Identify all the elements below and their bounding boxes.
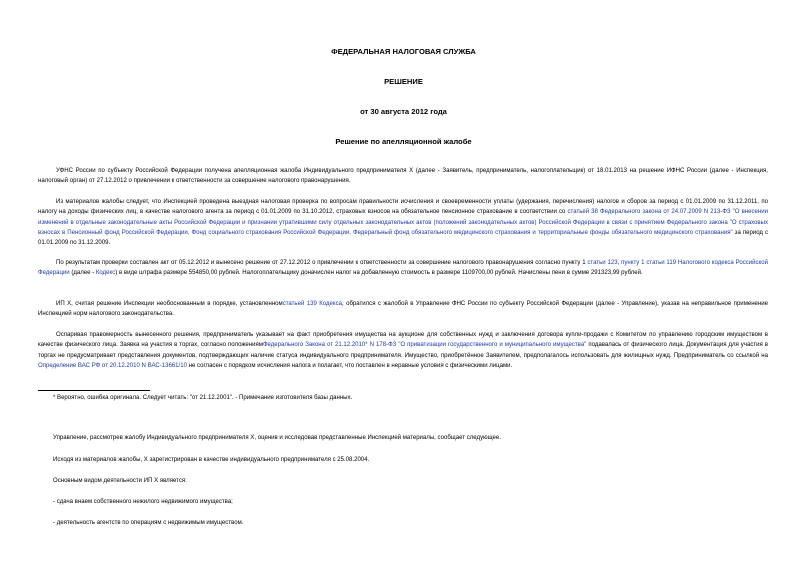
agency-title: ФЕДЕРАЛЬНАЯ НАЛОГОВАЯ СЛУЖБА (331, 47, 476, 56)
paragraph-text: , (617, 260, 622, 266)
paragraph-review: Управление, рассмотрев жалобу Индивидуального предпринимателя X, оценив и исследовав представленные Инспекцией материалы, сообщает следующее. (53, 435, 501, 441)
paragraph-audit-results (38, 258, 768, 279)
article-119-link[interactable]: пункту 1 статьи 119 Налогового кодекса Российской Федерации (38, 260, 768, 277)
paragraph-audit-details (38, 197, 768, 248)
paragraph-text: УФНС России по субъекту Российской Федерации получена апелляционная жалоба Индивидуального предпринимателя X (далее - Заявитель, предприниматель, налогоплательщик) от 18.01.2013 на решение ИФНС России (далее - Инспекция, налоговый орган) от 27.12.2012 о привлечении к ответственности за совершение налогового правонарушения. (38, 168, 768, 185)
footnote-divider (38, 390, 150, 391)
activity-item-real-estate: - деятельность агентств по операциям с недвижимым имуществом. (53, 520, 244, 526)
paragraph-activity-heading: Основным видом деятельности ИП X является: (53, 478, 187, 484)
tax-code-link[interactable]: Кодекс (95, 270, 116, 277)
paragraph-text: ) в виде штрафа размере 554850,00 рублей. Налогоплательщику доначислен налог на добавленную стоимость в размере 1109700,00 рублей. Начислены пени в сумме 291323,99 рублей. (115, 270, 643, 277)
paragraph-text: Оспаривая правомерность вынесенного решения, предприниматель указывает на факт приобретения имущества на аукционе для собственных нужд и заключения договора купли-продажи с Комитетом по управлению городским имуществом в качестве физического лица. Заявка на участия в торгах, согласно положениям (38, 332, 768, 349)
paragraph-registration: Исходя из материалов жалобы, X зарегистрирован в качестве индивидуального предпринимателя с 25.08.2004. (53, 457, 370, 463)
doc-subject: Решение по апелляционной жалобе (335, 137, 472, 146)
paragraph-text: , обратился с жалобой в Управление ФНС России по субъекту Российской Федерации (далее - Управление), указав на неправильное применение Инспекцией норм налогового законодательства. (38, 301, 768, 318)
law-178fz-link[interactable]: Федерального Закона от 21.12.2010* N 178-ФЗ "О приватизации государственного и муниципального имущества" (262, 342, 587, 349)
law-213fz-link[interactable]: статьей 38 Федерального закона от 24.07.2009 N 213-ФЗ "О внесении изменений в отдельные законодательные акты Российской Федерации и признании утратившими силу отдельных законодательных актов (положений законодательных актов) Российской Федерации в связи с принятием Федерального закона "О страховых взносах в Пенсионный фонд Российской Федерации, Фонд социального страхования Российской Федерации, Федеральный фонд обязательного медицинского страхования и территориальные фонды обязательного медицинского страхования" (38, 209, 768, 236)
paragraph-text: ИП X, считая решение Инспекции необоснованным в порядке, установленном (56, 301, 283, 307)
doc-date: от 30 августа 2012 года (360, 107, 447, 116)
paragraph-text: подавалась от физического лица. Документация для участия в торгах не предусматривает представления документов, подтверждающих наличие статуса индивидуального предпринимателя. Имущество, приобретённое Заявителем, предполагалось использовать для жилищных нужд. Предприниматель со ссылкой на (38, 342, 768, 359)
paragraph-text: за период с 01.01.2009 по 31.12.2009. (38, 229, 768, 247)
paragraph-entrepreneur-argument (38, 330, 768, 371)
paragraph-text: (далее - (69, 270, 96, 277)
footnote: * Вероятно, ошибка оригинала. Следует читать: "от 21.12.2001". - Примечание изготовителя базы данных. (53, 395, 353, 401)
activity-item-rental: - сдача внаем собственного нежилого недвижимого имущества; (53, 499, 233, 505)
vas-ruling-link[interactable]: Определение ВАС РФ от 20.12.2010 N ВАС-13661/10 (38, 362, 187, 369)
article-123-link[interactable]: статьи 123 (587, 260, 618, 266)
doc-type-title: РЕШЕНИЕ (384, 77, 423, 86)
paragraph-text: По результатам проверки составлен акт от 05.12.2012 и вынесено решение от 27.12.2012 о привлечении к ответственности за совершение налогового правонарушения согласно пункту 1 (56, 260, 588, 266)
paragraph-text: Из материалов жалобы следует, что Инспекцией проведена выездная налоговая проверка по вопросам правильности исчисления и своевременности уплаты (удержания, перечисления) налогов и сборов за период с 01.01.2009 по 31.12.2011, по налогу на доходы физических лиц, в качестве налогового агента за период с 01.01.2009 по 31.10.2012, страховых взносов на обязательное пенсионное страхование в соответствии со (38, 199, 768, 216)
paragraph-appeal-filed (38, 299, 768, 320)
paragraph-complaint-received (38, 166, 768, 187)
paragraph-text: не согласен с порядком исчисления налога и полагает, что поставлен в неравные условия с физическими лицами. (186, 362, 513, 369)
article-139-link[interactable]: статьей 139 Кодекса (282, 301, 342, 307)
